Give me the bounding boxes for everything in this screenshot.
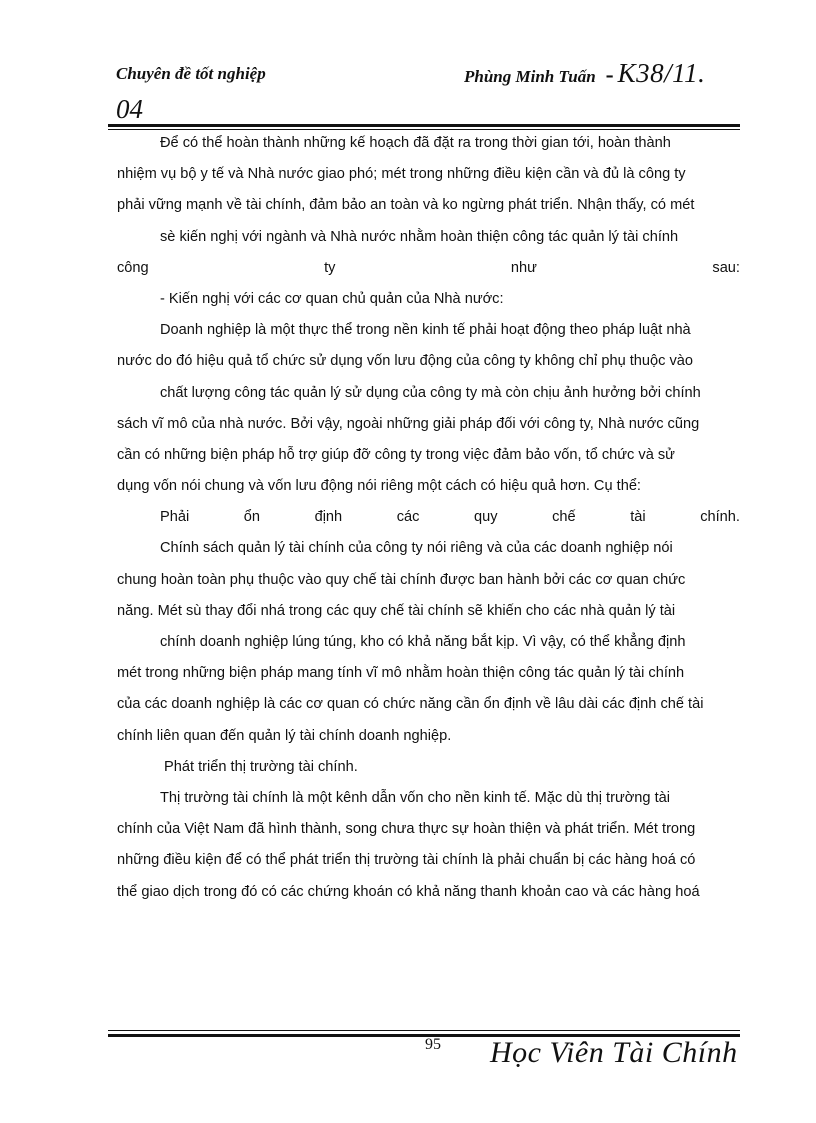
word: định (314, 509, 343, 526)
justified-heading (117, 502, 740, 533)
footer-rule-thin (108, 1030, 740, 1031)
text-line: cần có những biện pháp hỗ trợ giúp đỡ công ty trong việc đảm bảo vốn, tổ chức và sử (117, 446, 675, 463)
text-line: chung hoàn toàn phụ thuộc vào quy chế tài chính được ban hành bởi các cơ quan chức (117, 571, 686, 588)
header-class-code-cont: 04 (116, 94, 143, 124)
word: công (117, 259, 149, 276)
text-line: năng. Mét sù thay đổi nhá trong các quy chế tài chính sẽ khiến cho các nhà quản lý tài (117, 602, 676, 619)
text-line: chính doanh nghiệp lúng túng, kho có khả năng bắt kịp. Vì vậy, có thể khẳng định (160, 634, 686, 650)
text-line: chính của Việt Nam đã hình thành, song chưa thực sự hoàn thiện và phát triển. Mét trong (117, 821, 696, 838)
list-item: - Kiến nghị với các cơ quan chủ quản của Nhà nước: (160, 290, 504, 307)
text-line: Doanh nghiệp là một thực thể trong nền kinh tế phải hoạt động theo pháp luật nhà (160, 322, 691, 339)
header-class-code: K38/11. (617, 58, 706, 88)
text-line: nhiệm vụ bộ y tế và Nhà nước giao phó; mét trong những điều kiện cần và đủ là công ty (117, 166, 686, 183)
text-line: chính liên quan đến quản lý tài chính doanh nghiệp. (117, 727, 452, 744)
text-line: thể giao dịch trong đó có các chứng khoán có khả năng thanh khoản cao và các hàng hoá (117, 883, 700, 900)
word: sau: (712, 259, 740, 276)
header-rule (108, 124, 740, 127)
text-line: phải vững mạnh về tài chính, đảm bảo an toàn và ko ngừng phát triển. Nhận thấy, có mét (117, 197, 695, 214)
text-line: Thị trường tài chính là một kênh dẫn vốn cho nền kinh tế. Mặc dù thị trường tài (160, 789, 671, 806)
text-line: chất lượng công tác quản lý sử dụng của công ty mà còn chịu ảnh hưởng bởi chính (160, 384, 701, 401)
section-heading: Phát triển thị trường tài chính. (164, 758, 358, 775)
word: ổn (243, 509, 261, 526)
text-line: Để có thể hoàn thành những kế hoạch đã đặt ra trong thời gian tới, hoàn thành (160, 135, 671, 151)
word: chính. (700, 509, 740, 526)
word: tài (630, 509, 646, 526)
text-line: Chính sách quản lý tài chính của công ty nói riêng và của các doanh nghiệp nói (160, 540, 673, 557)
header-author-block (464, 58, 705, 89)
word: các (396, 509, 420, 526)
header-topic: Chuyên đề tốt nghiệp (116, 64, 266, 83)
justified-line (117, 253, 740, 284)
page-number: 95 (425, 1036, 441, 1053)
header-separator: - (605, 62, 614, 88)
word: ty (324, 259, 336, 276)
footer-institution: Học Viên Tài Chính (490, 1036, 738, 1069)
header-author: Phùng Minh Tuấn (464, 67, 596, 86)
text-line: sách vĩ mô của nhà nước. Bởi vậy, ngoài những giải pháp đối với công ty, Nhà nước cũng (117, 415, 700, 432)
word: như (510, 259, 537, 276)
text-line: mét trong những biện pháp mang tính vĩ mô nhằm hoàn thiện công tác quản lý tài chính (117, 665, 685, 682)
text-line: nước do đó hiệu quả tổ chức sử dụng vốn lưu động của công ty không chỉ phụ thuộc vào (117, 353, 694, 370)
word: Phải (160, 509, 190, 526)
text-line: của các doanh nghiệp là các cơ quan có chức năng cần ổn định về lâu dài các định chế tài (117, 696, 704, 713)
text-line: sè kiến nghị với ngành và Nhà nước nhằm hoàn thiện công tác quản lý tài chính (160, 228, 679, 245)
word: chế (552, 509, 576, 526)
word: quy (474, 509, 498, 526)
document-body (117, 128, 740, 908)
text-line: những điều kiện để có thể phát triển thị trường tài chính là phải chuẩn bị các hàng hoá có (117, 852, 696, 869)
text-line: dụng vốn nói chung và vốn lưu động nói riêng một cách có hiệu quả hơn. Cụ thể: (117, 478, 641, 495)
